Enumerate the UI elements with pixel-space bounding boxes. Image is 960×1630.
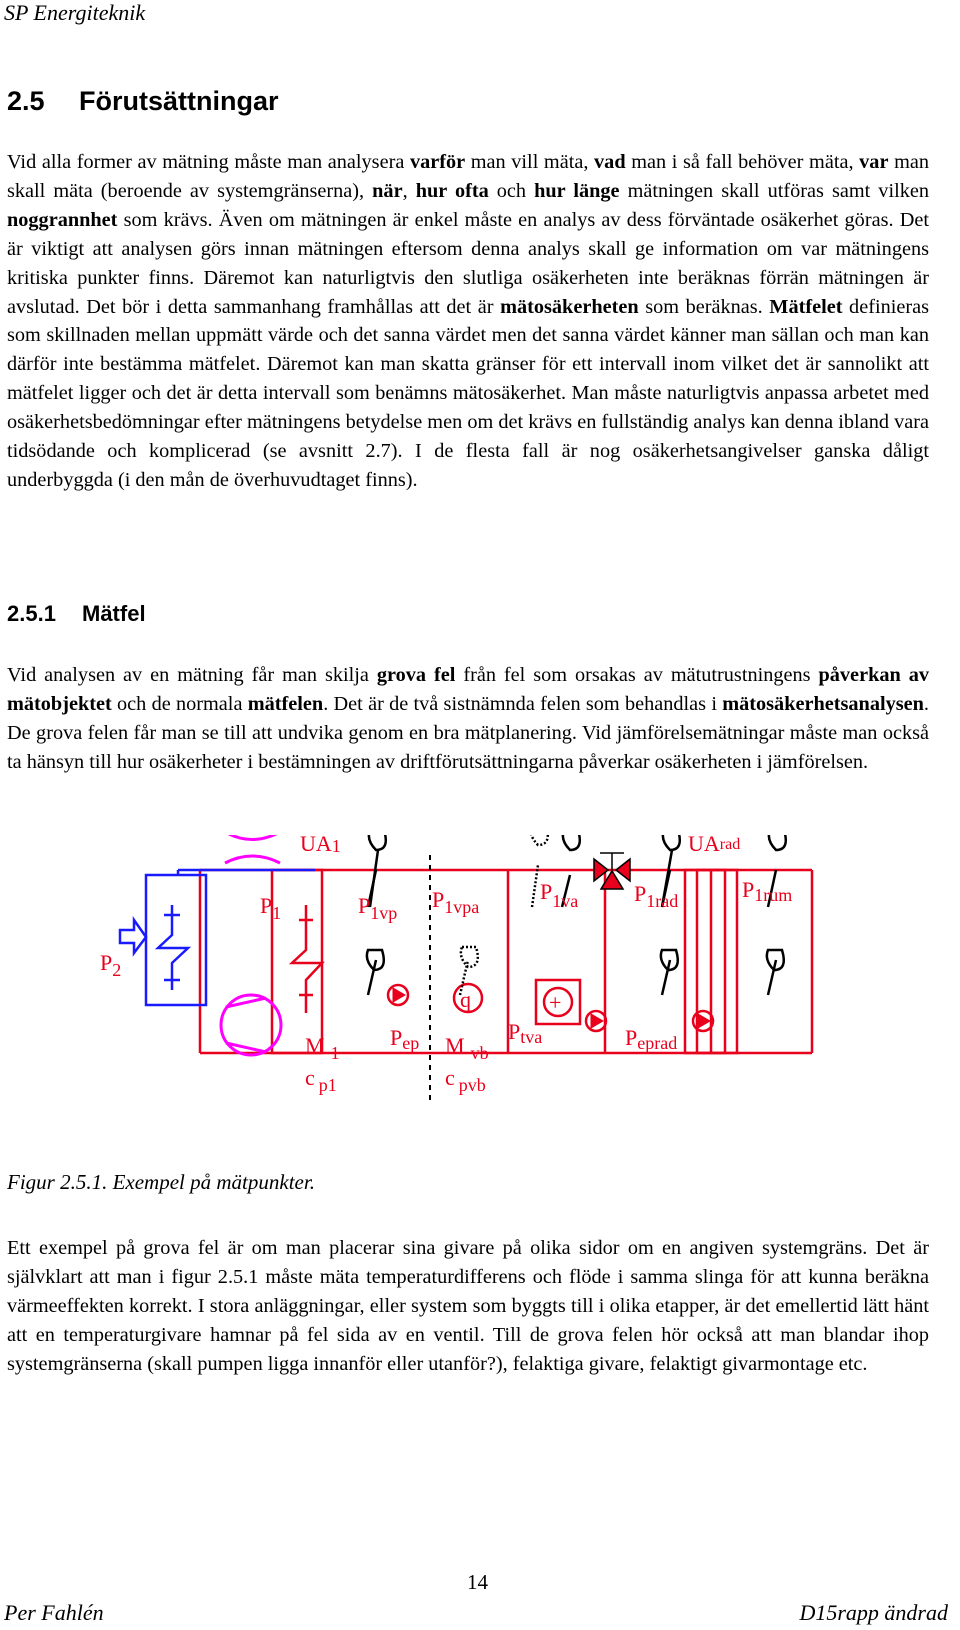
svg-text:Pep: Pep [390, 1025, 420, 1053]
subsection-title: Mätfel [82, 601, 146, 626]
bold-term: vad [594, 151, 626, 173]
bold-term: påverkan av mätobjektet [7, 664, 929, 715]
section-heading [7, 86, 279, 117]
subsection-heading [7, 601, 146, 627]
source-circuit [120, 870, 315, 1005]
intro-paragraph: Vid alla former av mätning måste man analysera varför man vill mäta, vad man i så fall behöver mäta, var man skall mäta (beroende av systemgränserna), när, hur ofta och hur länge mätningen skall utföras samt vilken noggrannhet som krävs. Även om mätningen är enkel måste en analys av dess förväntade osäkerhet göras. Det är viktigt att analysen görs innan mätningen eftersom denna analys skall ge information om var mätningens kritiska punkter finns. Däremot kan naturligtvis den slutliga osäkerheten inte beräknas förrän mätningen är avslutad. Det bör i detta sammanhang framhållas att det är mätosäkerheten som beräknas. Mätfelet definieras som skillnaden mellan uppmätt värde och det sanna värdet men det sanna värdet känner man sällan och man kan därför inte bestämma mätfelet. Däremot kan man skatta gränser för ett intervall inom vilket det är sannolikt att mätfelet ligger och det är detta intervall som benämns mätosäkerhet. Man måste naturligtvis anpassa arbetet med osäkerhetsbedömningar efter mätningens betydelse men om det krävs en fullständig analys kan denna ibland vara tidsödande och komplicerad (se avsnitt 2.7). I de flesta fall är nog osäkerhetsangivelser ganska dåligt underbyggda (i den mån de överhuvudtaget finns). [7, 151, 930, 491]
three-way-valve [594, 853, 630, 889]
bold-term: Mätfelet [769, 295, 843, 318]
measurement-points-diagram [100, 835, 860, 1135]
heater-plus: + [549, 990, 562, 1015]
gross-errors-paragraph: Ett exempel på grova fel är om man placerar sina givare på olika sidor om en angiven systemgräns. Det är självklart att man i figur 2.5.1 måste mäta temperaturdifferens och flöde i samma slinga för att kunna beräkna värmeeffekten korrekt. I stora anläggningar, eller system som byggts till i olika etapper, är det emellertid lätt hänt att en temperaturgivare hamnar på fel sida av en ventil. Till de grova felen hör också att man blandar ihop systemgränserna (skall pumpen ligga innanför eller utanför?), felaktiga givare, felaktigt givarmontage etc. [7, 1237, 929, 1375]
page-number: 14 [467, 1570, 488, 1594]
svg-text:P1: $P_1$ [260, 893, 282, 923]
sensor-icon [661, 950, 678, 995]
svg-text:cpvb: c $_{pvb}$ [445, 1065, 486, 1095]
bold-term: när [372, 179, 403, 202]
svg-text:P2: $P_2$ [100, 950, 122, 980]
figure-caption: Figur 2.5.1. Exempel på mätpunkter. [7, 1170, 315, 1194]
svg-text:P1va: $P_{1va}$ [540, 879, 579, 911]
running-header: SP Energiteknik [4, 0, 146, 25]
bold-term: mätfelen [247, 692, 324, 715]
svg-text:cp1: c $_{p1}$ [305, 1065, 337, 1095]
svg-text:UA1: UA1 [300, 835, 341, 856]
primary-circuit [200, 870, 812, 1053]
subsection-number: 2.5.1 [7, 601, 56, 626]
svg-text:M1: M $_1$ [305, 1033, 340, 1063]
section-title: Förutsättningar [79, 86, 279, 116]
bold-term: mätosäkerhetsanalysen [722, 692, 924, 715]
sensor-icon [767, 950, 784, 995]
bold-term: grova fel [376, 664, 456, 686]
svg-text:P1rum: P1rum [742, 877, 793, 905]
matfel-paragraph: Vid analysen av en mätning får man skilja grova fel från fel som orsakas av mätutrustningens påverkan av mätobjektet och de normala mätfelen. Det är de två sistnämnda felen som behandlas i mätosäkerhetsanalysen. De grova felen får man se till att undvika genom en bra mätplanering. Vid jämförelsemätningar måste man också ta hänsyn till hur osäkerheter i bestämningen av driftförutsättningarna påverkar osäkerheten i jämförelsen. [7, 664, 929, 773]
footer-document-id: D15rapp ändrad [799, 1600, 948, 1625]
flow-meter-label: q [460, 987, 471, 1012]
svg-text:P1vpa: $P_{1vpa}$ [432, 887, 480, 917]
footer-author: Per Fahlén [4, 1600, 104, 1625]
bold-term: mätosäkerheten [500, 295, 639, 318]
svg-text:Mvb: M $_{vb}$ [445, 1033, 489, 1063]
svg-text:Peprad: Peprad [625, 1025, 678, 1053]
bold-term: hur länge [534, 179, 620, 202]
svg-text:UArad: UArad [688, 835, 741, 856]
svg-text:Ptva: Ptva [508, 1019, 543, 1047]
section-number: 2.5 [7, 86, 45, 116]
svg-text:P1vp: $P_{1vp}$ [358, 893, 398, 923]
bold-term: noggrannhet [7, 208, 118, 231]
bold-term: varför [409, 151, 466, 173]
bold-term: hur ofta [415, 179, 489, 202]
svg-text:P1rad: $P_{1rad}$ [634, 881, 679, 911]
bold-term: var [859, 151, 889, 173]
sensor-icon [367, 950, 384, 995]
